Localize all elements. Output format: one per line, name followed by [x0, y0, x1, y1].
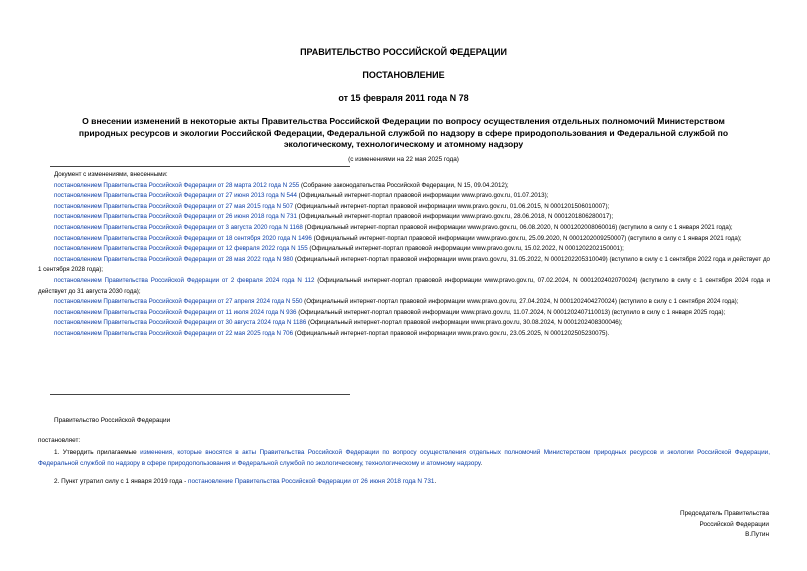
paragraph-2-link[interactable]: постановление Правительства Российской Федерации от 26 июня 2018 года N 731 — [188, 478, 435, 485]
change-item — [38, 329, 770, 340]
changes-list — [38, 170, 770, 340]
change-link[interactable]: постановлением Правительства Российской Федерации от 3 августа 2020 года N 1168 — [54, 223, 303, 231]
change-item — [38, 181, 770, 192]
signature-block — [680, 509, 769, 541]
document-date-number: от 15 февраля 2011 года N 78 — [338, 93, 469, 103]
paragraph-1-tail: . — [480, 459, 483, 467]
paragraph-1-lead: 1. Утвердить прилагаемые — [54, 449, 141, 456]
signature-name: В.Путин — [745, 531, 769, 539]
signature-position: Председатель Правительства — [680, 510, 769, 517]
change-link[interactable]: постановлением Правительства Российской Федерации от 28 марта 2012 года N 255 — [54, 181, 300, 189]
change-link[interactable]: постановлением Правительства Российской Федерации от 11 июля 2024 года N 936 — [54, 308, 297, 316]
change-item — [38, 234, 770, 245]
changes-intro: Документ с изменениями, внесенными: — [54, 171, 168, 178]
change-source: (Официальный интернет-портал правовой информации www.pravo.gov.ru, 01.07.2013); — [296, 192, 549, 200]
change-link[interactable]: постановлением Правительства Российской Федерации от 18 сентября 2020 года N 1496 — [54, 234, 312, 242]
change-source: (Официальный интернет-портал правовой информации www.pravo.gov.ru, 06.08.2020, N 0001202008060016) (вступило в силу с 1 января 2021 года); — [302, 223, 733, 231]
paragraph-1 — [38, 448, 770, 469]
change-source: (Официальный интернет-портал правовой информации www.pravo.gov.ru, 01.06.2015, N 0001201506010007); — [293, 202, 610, 210]
change-item — [38, 308, 770, 319]
change-item — [38, 276, 770, 297]
change-link[interactable]: постановлением Правительства Российской Федерации от 12 февраля 2022 года N 155 — [54, 245, 308, 253]
paragraph-1-link[interactable]: изменения, которые вносятся в акты Правительства Российской Федерации по вопросу осуществления отдельных полномочий Министерством природных ресурсов и экологии Российской Федерации, Федеральной службой по надзору в сфере природопользования и Федеральной службой по экологическому, технологическому и атомному надзору — [38, 449, 770, 467]
change-source: (Официальный интернет-портал правовой информации www.pravo.gov.ru, 15.02.2022, N 0001202202150001); — [307, 245, 624, 253]
change-item — [38, 244, 770, 255]
change-link[interactable]: постановлением Правительства Российской Федерации от 27 мая 2015 года N 507 — [54, 202, 294, 210]
change-source: (Официальный интернет-портал правовой информации www.pravo.gov.ru, 31.05.2022, N 0001202205310049) (вступило в силу с 1 сентября 2022 года и действует до 1 сентября 2028 года); — [38, 255, 770, 274]
paragraph-2 — [38, 477, 786, 488]
change-link[interactable]: постановлением Правительства Российской Федерации от 27 апреля 2024 года N 550 — [54, 298, 303, 306]
document-type: ПОСТАНОВЛЕНИЕ — [362, 70, 445, 80]
change-link[interactable]: постановлением Правительства Российской Федерации от 30 августа 2024 года N 1186 — [54, 319, 307, 327]
change-link[interactable]: постановлением Правительства Российской Федерации от 28 мая 2022 года N 980 — [54, 255, 294, 263]
change-link[interactable]: постановлением Правительства Российской Федерации от 26 июня 2018 года N 731 — [54, 213, 297, 221]
change-item — [38, 255, 770, 276]
change-item — [38, 212, 770, 223]
divider-top — [50, 166, 350, 167]
divider-bottom — [50, 394, 350, 395]
change-link[interactable]: постановлением Правительства Российской Федерации от 22 мая 2025 года N 706 — [54, 329, 294, 337]
change-source: (Официальный интернет-портал правовой информации www.pravo.gov.ru, 23.05.2025, N 0001202505230075). — [293, 329, 610, 337]
issuing-body: Правительство Российской Федерации — [54, 417, 171, 424]
paragraph-2-lead: 2. Пункт утратил силу с 1 января 2019 года - — [54, 478, 188, 485]
document-title: О внесении изменений в некоторые акты Правительства Российской Федерации по вопросу осуществления отдельных полномочий Министерством природных ресурсов и экологии Российской Федерации, Федеральной службой по надзору в сфере природопользования и Федеральной службой по экологическому, технологическому и атомному надзору — [78, 116, 729, 149]
change-item — [38, 223, 770, 234]
change-source: (Официальный интернет-портал правовой информации www.pravo.gov.ru, 27.04.2024, N 0001202404270024) (вступило в силу с 1 сентября 2024 года); — [302, 298, 739, 306]
change-link[interactable]: постановлением Правительства Российской Федерации от 2 февраля 2024 года N 112 — [54, 276, 315, 284]
paragraph-2-tail: . — [434, 478, 437, 485]
change-source: (Официальный интернет-портал правовой информации www.pravo.gov.ru, 07.02.2024, N 0001202402070024) (вступило в силу с 1 сентября 2024 года и действует до 31 августа 2030 года); — [38, 276, 770, 295]
change-item — [38, 318, 770, 329]
change-source: (Официальный интернет-портал правовой информации www.pravo.gov.ru, 28.06.2018, N 0001201806280017); — [296, 213, 614, 221]
change-source: (Официальный интернет-портал правовой информации www.pravo.gov.ru, 25.09.2020, N 0001202009250007) (вступило в силу с 1 января 2021 года); — [311, 234, 742, 242]
change-source: (Официальный интернет-портал правовой информации www.pravo.gov.ru, 11.07.2024, N 0001202407110013) (вступило в силу с 1 января 2025 года); — [296, 308, 726, 316]
signature-organization: Российской Федерации — [699, 520, 769, 528]
resolves-label: постановляет: — [38, 437, 81, 444]
change-item — [38, 297, 770, 308]
revision-note: (с изменениями на 22 мая 2025 года) — [348, 156, 459, 163]
issuer-heading: ПРАВИТЕЛЬСТВО РОССИЙСКОЙ ФЕДЕРАЦИИ — [300, 47, 507, 57]
change-source: (Собрание законодательства Российской Федерации, N 15, 09.04.2012); — [299, 181, 509, 189]
change-link[interactable]: постановлением Правительства Российской Федерации от 27 июня 2013 года N 544 — [54, 192, 297, 200]
change-item — [38, 202, 770, 213]
change-source: (Официальный интернет-портал правовой информации www.pravo.gov.ru, 30.08.2024, N 0001202408300046); — [306, 319, 623, 327]
change-item — [38, 191, 770, 202]
